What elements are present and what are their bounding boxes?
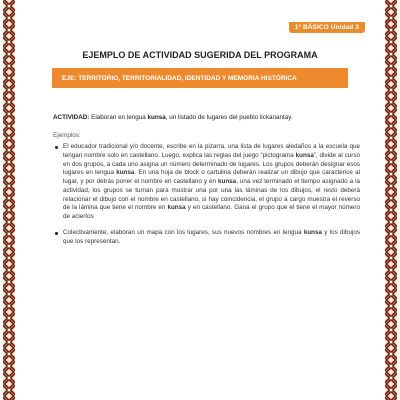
example-text: Colectivamente, elaboran un mapa con los lugares, sus nuevos nombres en lengua [63,228,304,236]
example-keyword: kunsa [167,204,186,212]
activity-label: ACTIVIDAD: [53,114,90,121]
axis-banner-text: EJE: TERRITORIO, TERRITORIALIDAD, IDENTIDAD Y MEMORIA HISTÓRICA [62,74,297,82]
example-keyword: kunsa [303,228,323,236]
examples-list [53,143,360,253]
decorative-border-left [3,0,15,400]
example-text: ”, divide al curso en dos grupos, a cada uno asigna un número determinado de lugares. Los grupos deberán designar esos lugares en lengua [63,151,360,177]
list-item [63,229,360,247]
page-title: EJEMPLO DE ACTIVIDAD SUGERIDA DEL PROGRAMA [82,50,318,60]
activity-keyword: kunsa [147,114,166,121]
example-keyword: kunsa [295,151,314,159]
axis-banner [52,68,348,88]
activity-text-end: , un listado de lugares del pueblo lickanantay. [165,114,293,121]
example-keyword: kunsa [217,178,237,185]
example-text: . En una hoja de block o cartulina deberán realizar un dibujo que caracterice al lugar, y por detrás poner el nombre en castellano y en [63,169,360,185]
decorative-border-right [385,0,397,400]
unit-tab: 1° BÁSICO Unidad 3 [289,22,365,33]
example-text: , una vez terminado el tiempo asignado a la actividad, los grupos se turnan para mostrar una por una las láminas de los dibujos, el resto deberá relacionar el dibujo con el nombre en castellano, si hay coincidencia, el grupo a cargo muestra el reverso de la lámina que tiene el nombre en [63,178,360,212]
list-item [63,143,360,222]
activity-text: Elaboran en lengua [89,114,148,121]
examples-label: Ejemplos: [53,132,81,139]
activity-paragraph [53,114,353,123]
example-keyword: kunsa [116,169,135,177]
example-text: y los dibujos que los representan. [63,228,361,245]
example-text: El educador tradicional y/o docente, escribe en la pizarra, una lista de lugares aledaños a la escuela que tengan nombre solo en castellano. Luego, explica las reglas del juego “pictograma [63,143,360,159]
example-text: y en castellano. Gana el grupo que el tiene el mayor número de aciertos [63,204,360,220]
